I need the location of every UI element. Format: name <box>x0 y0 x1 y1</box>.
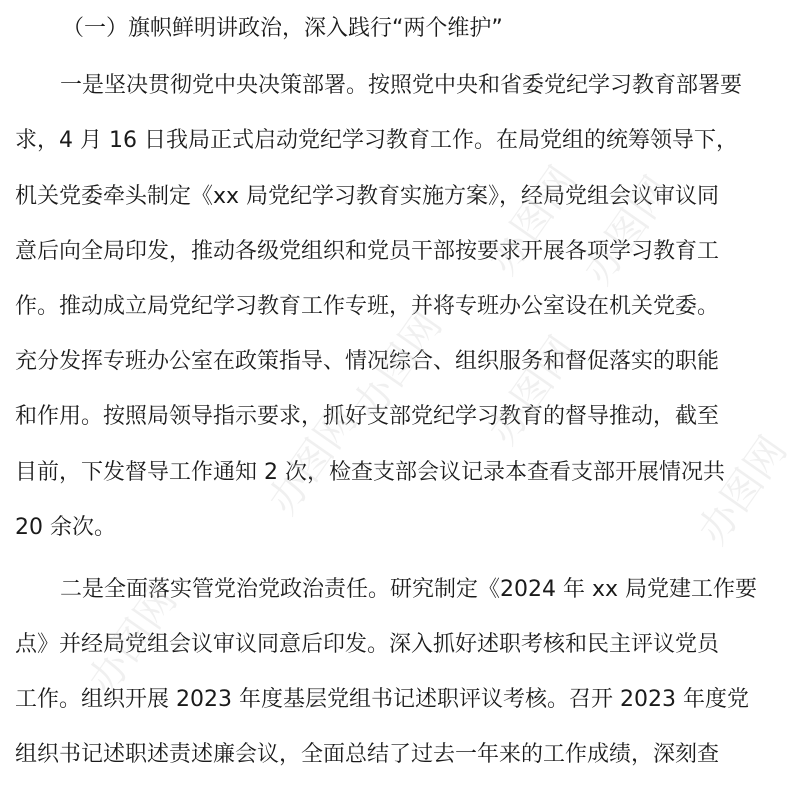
watermark: 办图网 <box>479 158 587 283</box>
paragraph-line: 20 余次。 <box>15 515 116 540</box>
paragraph-line: 意后向全局印发，推动各级党组织和党员干部按要求开展各项学习教育工 <box>15 239 720 264</box>
paragraph-line: 组织书记述职述责述廉会议，全面总结了过去一年来的工作成绩，深刻查 <box>15 742 720 767</box>
paragraph-line: 一是坚决贯彻党中央决策部署。按照党中央和省委党纪学习教育部署要 <box>60 73 743 98</box>
watermark: 办图网 <box>689 428 797 553</box>
paragraph-line: 求，4 月 16 日我局正式启动党纪学习教育工作。在局党组的统筹领导下， <box>15 128 738 153</box>
paragraph-line: 点》并经局党组会议审议同意后印发。深入抓好述职考核和民主评议党员 <box>15 632 720 657</box>
paragraph-line: 目前，下发督导工作通知 2 次，检查支部会议记录本查看支部开展情况共 <box>15 460 725 485</box>
paragraph-line: 充分发挥专班办公室在政策指导、情况综合、组织服务和督促落实的职能 <box>15 349 720 374</box>
paragraph-line: 和作用。按照局领导指示要求，抓好支部党纪学习教育的督导推动，截至 <box>15 404 720 429</box>
paragraph-line: 机关党委牵头制定《xx 局党纪学习教育实施方案》，经局党组会议审议同 <box>15 184 720 209</box>
watermark: 办图网 <box>574 168 682 293</box>
paragraph-line: 工作。组织开展 2023 年度基层党组书记述职评议考核。召开 2023 年度党 <box>15 687 749 712</box>
watermark: 办图网 <box>259 398 367 523</box>
paragraph-line: 二是全面落实管党治党政治责任。研究制定《2024 年 xx 局党建工作要 <box>60 577 758 602</box>
watermark: 办图网 <box>344 303 452 428</box>
section-heading: （一）旗帜鲜明讲政治，深入践行“两个维护” <box>62 16 503 41</box>
paragraph-line: 作。推动成立局党纪学习教育工作专班，并将专班办公室设在机关党委。 <box>15 294 720 319</box>
watermark: 办图网 <box>479 328 587 453</box>
watermark: 办图网 <box>79 578 187 703</box>
